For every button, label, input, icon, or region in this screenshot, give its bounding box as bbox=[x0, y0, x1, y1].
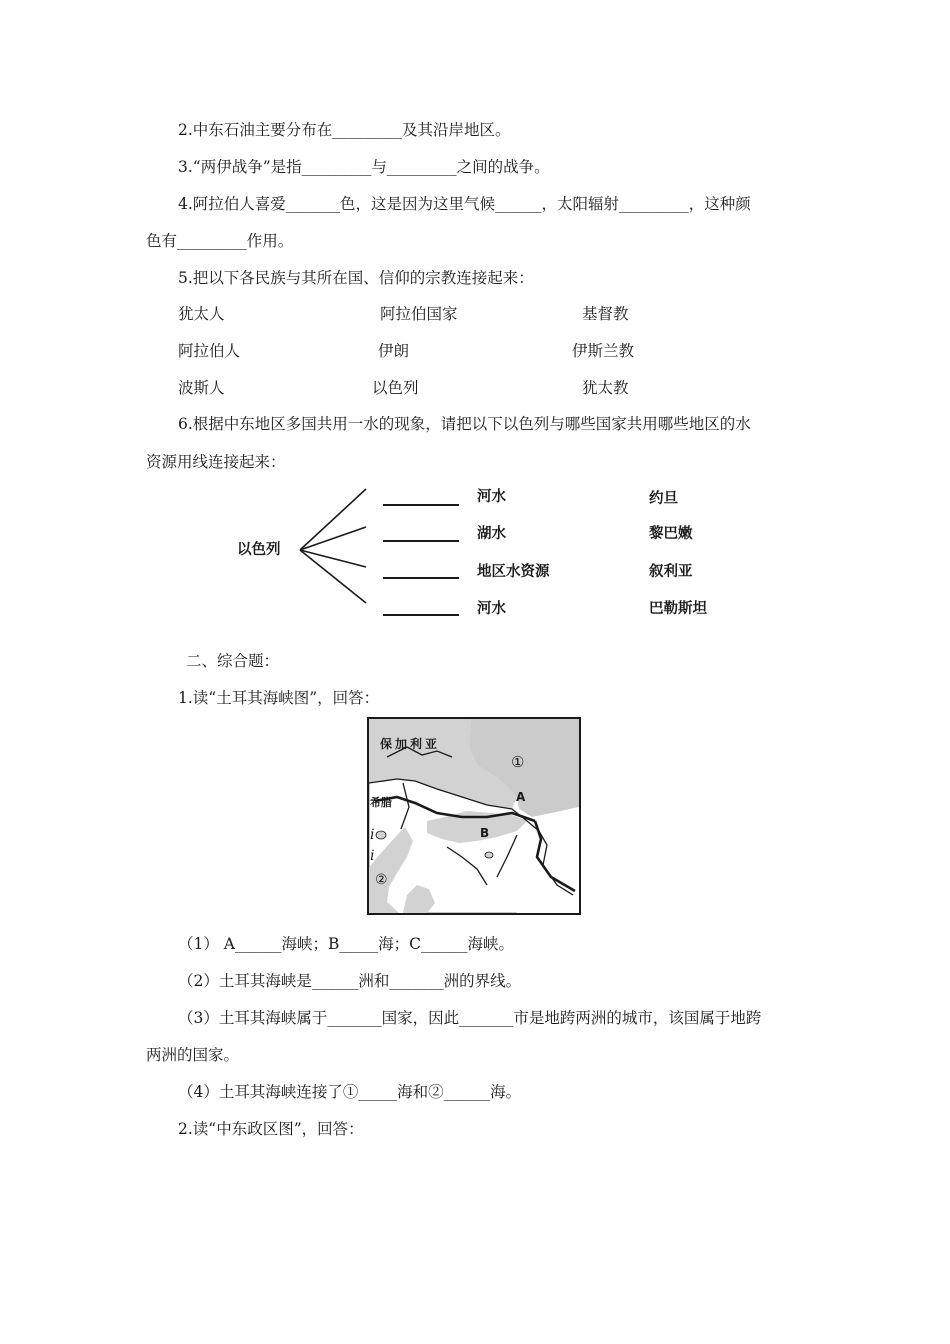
q5-country-2: 伊朗 bbox=[378, 342, 410, 360]
q5-religion-1: 基督教 bbox=[582, 305, 629, 323]
map-label-i-2: i bbox=[370, 848, 375, 864]
question-6-line1: 6.根据中东地区多国共用一水的现象，请把以下以色列与哪些国家共用哪些地区的水 bbox=[178, 415, 751, 433]
question-6-line2: 资源用线连接起来： bbox=[146, 453, 286, 471]
question-3: 3.“两伊战争”是指_________与_________之间的战争。 bbox=[178, 158, 550, 176]
q5-religion-2: 伊斯兰教 bbox=[572, 342, 635, 360]
q5-country-1: 阿拉伯国家 bbox=[380, 305, 458, 323]
section-2-heading: 二、综合题： bbox=[186, 652, 280, 670]
comprehensive-q1-3-line2: 两洲的国家。 bbox=[146, 1046, 240, 1064]
map-label-B: B bbox=[480, 826, 490, 840]
comprehensive-q1: 1.读“土耳其海峡图”，回答： bbox=[178, 689, 380, 707]
country-jordan: 约旦 bbox=[649, 491, 678, 507]
country-syria: 叙利亚 bbox=[649, 564, 693, 580]
map-label-region-2: ② bbox=[375, 872, 388, 888]
comprehensive-q2: 2.读“中东政区图”，回答： bbox=[178, 1120, 364, 1138]
comprehensive-q1-2: （2）土耳其海峡是______洲和_______洲的界线。 bbox=[178, 972, 522, 990]
question-4-line2: 色有_________作用。 bbox=[146, 232, 294, 250]
resource-lake: 湖水 bbox=[477, 526, 506, 542]
q5-people-1: 犹太人 bbox=[178, 305, 225, 323]
map-label-region-1: ① bbox=[511, 753, 525, 771]
map-label-i-1: i bbox=[370, 827, 375, 843]
country-lebanon: 黎巴嫩 bbox=[649, 526, 693, 542]
map-label-greece: 希腊 bbox=[370, 796, 392, 809]
comprehensive-q1-4: （4）土耳其海峡连接了①_____海和②______海。 bbox=[178, 1083, 522, 1101]
comprehensive-q1-1: （1） A______海峡；B_____海；C______海峡。 bbox=[178, 935, 514, 953]
question-2: 2.中东石油主要分布在_________及其沿岸地区。 bbox=[178, 121, 511, 139]
q5-people-3: 波斯人 bbox=[178, 379, 225, 397]
question-5: 5.把以下各民族与其所在国、信仰的宗教连接起来： bbox=[178, 269, 534, 287]
diagram-center-israel: 以色列 bbox=[237, 542, 281, 558]
country-palestine: 巴勒斯坦 bbox=[649, 601, 707, 617]
resource-regional: 地区水资源 bbox=[477, 564, 550, 580]
question-4-line1: 4.阿拉伯人喜爱_______色，这是因为这里气候______，太阳辐射_________，这种颜 bbox=[178, 195, 751, 213]
resource-river-2: 河水 bbox=[477, 601, 506, 617]
comprehensive-q1-3-line1: （3）土耳其海峡属于_______国家，因此_______市是地跨两洲的城市，该国属于地跨 bbox=[178, 1009, 762, 1027]
map-label-bulgaria: 保加利亚 bbox=[380, 737, 441, 751]
q5-religion-3: 犹太教 bbox=[582, 379, 629, 397]
map-label-A: A bbox=[516, 790, 526, 804]
resource-river-1: 河水 bbox=[477, 489, 506, 505]
q5-people-2: 阿拉伯人 bbox=[178, 342, 241, 360]
q5-country-3: 以色列 bbox=[372, 379, 419, 397]
